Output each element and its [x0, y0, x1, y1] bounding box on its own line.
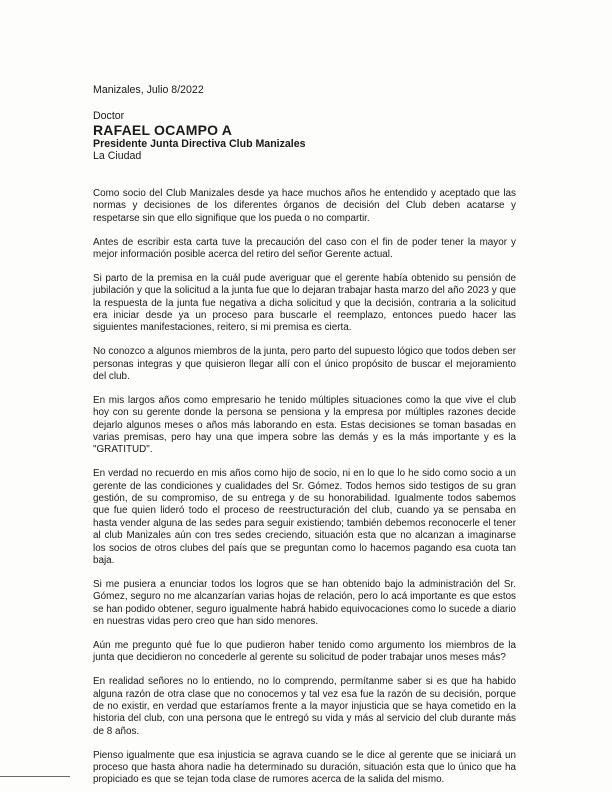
- letter-date: Manizales, Julio 8/2022: [93, 84, 204, 96]
- paragraph: Si me pusiera a enunciar todos los logros que se han obtenido bajo la administración del Sr. Gómez, seguro no me alcanzarían varias hojas de relación, pero lo acá importante es que estos se han podido obtener, seguro igualmente habrá habido equivocaciones como lo sucede a diario en nuestras vidas pero creo que han sido menores.: [93, 578, 516, 628]
- paragraph: Antes de escribir esta carta tuve la precaución del caso con el fin de poder tener la mayor y mejor información posible acerca del retiro del señor Gerente actual.: [93, 236, 516, 261]
- letter-body: [93, 188, 516, 798]
- paragraph: En realidad señores no lo entiendo, no lo comprendo, permítanme saber si es que ha habido alguna razón de otra clase que no conocemos y tal vez esa fue la razón de su decisión, porque de no existir, en verdad que estaríamos frente a la mayor injusticia que se haya cometido en la historia del club, con una persona que le entregó su vida y más al servicio del club durante más de 8 años.: [93, 676, 516, 737]
- recipient-name: RAFAEL OCAMPO A: [93, 122, 233, 138]
- paragraph: No conozco a algunos miembros de la junta, pero parto del supuesto lógico que todos deben ser personas integras y que quisieron llegar allí con el único propósito de buscar el mejoramiento del club.: [93, 346, 516, 383]
- recipient-title: Presidente Junta Directiva Club Manizales: [93, 138, 306, 150]
- paragraph: Como socio del Club Manizales desde ya hace muchos años he entendido y aceptado que las normas y decisiones de los diferentes órganos de decisión del Club deben acatarse y respetarse sin que ello signifique que los pueda o no compartir.: [93, 188, 516, 224]
- paragraph: Si parto de la premisa en la cuál pude averiguar que el gerente había obtenido su pensión de jubilación y que la solicitud a la junta fue que lo dejaran trabajar hasta marzo del año 2023 y que la respuesta de la junta fue negativa a dicha solicitud y que la decisión, contraria a la solicitud era iniciar desde ya un proceso para buscarle el reemplazo, entonces puedo hacer las siguientes manifestaciones, reitero, si mi premisa es cierta.: [93, 272, 516, 334]
- paragraph: En mis largos años como empresario he tenido múltiples situaciones como la que vive el club hoy con su gerente donde la persona se pensiona y la empresa por múltiples razones decide dejarlo algunos meses o años más laborando en esta. Estas decisiones se toman basadas en varias premisas, pero hay una que impera sobre las demás y es la más importante y es la "GRATITUD".: [93, 394, 516, 456]
- paragraph: Aún me pregunto qué fue lo que pudieron haber tenido como argumento los miembros de la junta que decidieron no concederle al gerente su solicitud de poder trabajar unos meses más?: [93, 639, 516, 664]
- paragraph: Pienso igualmente que esa injusticia se agrava cuando se le dice al gerente que se iniciará un proceso que hasta ahora nadie ha determinado su duración, situación esta que lo único que ha propiciado es que se tejan toda clase de rumores acerca de la salida del mismo.: [93, 749, 516, 786]
- paragraph: En verdad no recuerdo en mis años como hijo de socio, ni en lo que lo he sido como socio a un gerente de las condiciones y cualidades del Sr. Gómez. Todos hemos sido testigos de su gran gestión, de su compromiso, de su entrega y de su honorabilidad. Igualmente todos sabemos que fue quien lideró todo el proceso de reestructuración del club, cuando ya se pensaba en hasta vender alguna de las sedes para seguir existiendo; también debemos reconocerle el tener al club Manizales aún con tres sedes creciendo, situación esta que no alcanzan a imaginarse los socios de otros clubes del país que se preguntan como lo hacemos pagando esa cuota tan baja.: [93, 468, 516, 567]
- salutation: Doctor: [93, 110, 125, 122]
- recipient-block: [93, 110, 306, 162]
- recipient-city: La Ciudad: [93, 150, 142, 162]
- scan-edge-line: [0, 776, 70, 777]
